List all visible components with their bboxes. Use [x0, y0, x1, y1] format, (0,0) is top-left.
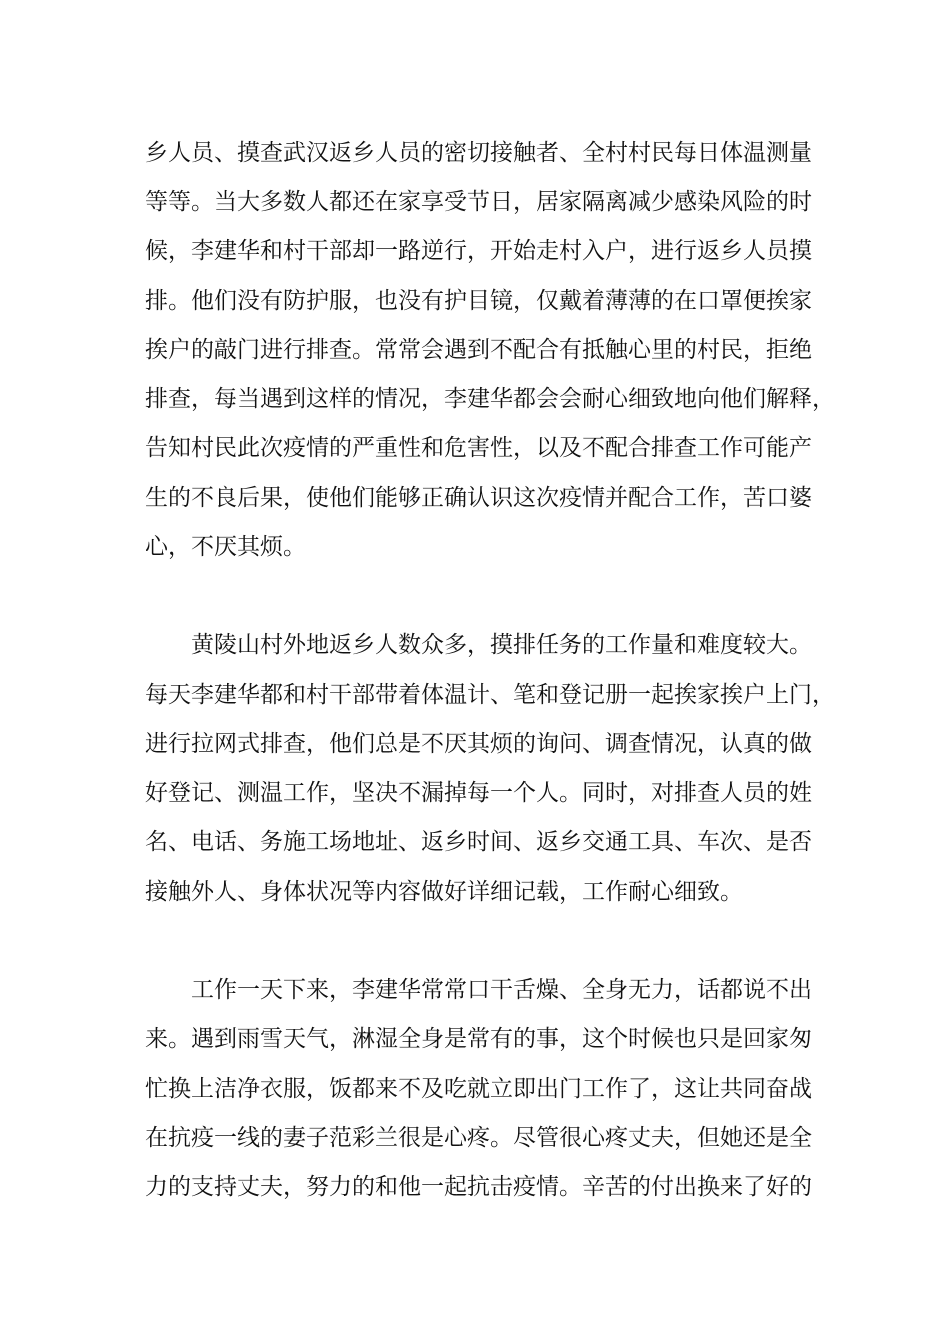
text-line: 生的不良后果，使他们能够正确认识这次疫情并配合工作，苦口婆	[145, 485, 812, 511]
text-line: 候，李建华和村干部却一路逆行，开始走村入户，进行返乡人员摸	[145, 238, 812, 264]
text-line: 来。遇到雨雪天气，淋湿全身是常有的事，这个时候也只是回家匆	[145, 1026, 812, 1052]
text-line: 忙换上洁净衣服，饭都来不及吃就立即出门工作了，这让共同奋战	[145, 1076, 812, 1102]
text-line: 进行拉网式排查，他们总是不厌其烦的询问、调查情况，认真的做	[145, 731, 812, 757]
text-line: 每天李建华都和村干部带着体温计、笔和登记册一起挨家挨户上门，	[145, 682, 835, 708]
text-line: 接触外人、身体状况等内容做好详细记载，工作耐心细致。	[145, 879, 743, 905]
text-line: 告知村民此次疫情的严重性和危害性，以及不配合排查工作可能产	[145, 435, 812, 461]
text-line: 名、电话、务施工场地址、返乡时间、返乡交通工具、车次、是否	[145, 829, 812, 855]
text-line: 挨户的敲门进行排查。常常会遇到不配合有抵触心里的村民，拒绝	[145, 337, 812, 363]
text-line: 黄陵山村外地返乡人数众多，摸排任务的工作量和难度较大。	[191, 632, 812, 658]
text-line: 排查，每当遇到这样的情况，李建华都会会耐心细致地向他们解释，	[145, 386, 835, 412]
text-line: 在抗疫一线的妻子范彩兰很是心疼。尽管很心疼丈夫，但她还是全	[145, 1125, 812, 1151]
text-line: 心，不厌其烦。	[145, 534, 306, 560]
text-line: 乡人员、摸查武汉返乡人员的密切接触者、全村村民每日体温测量	[145, 140, 812, 166]
text-line: 力的支持丈夫，努力的和他一起抗击疫情。辛苦的付出换来了好的	[145, 1174, 812, 1200]
text-line: 好登记、测温工作，坚决不漏掉每一个人。同时，对排查人员的姓	[145, 780, 812, 806]
text-line: 工作一天下来，李建华常常口干舌燥、全身无力，话都说不出	[191, 977, 812, 1003]
text-line: 排。他们没有防护服，也没有护目镜，仅戴着薄薄的在口罩便挨家	[145, 288, 812, 314]
text-line: 等等。当大多数人都还在家享受节日，居家隔离减少感染风险的时	[145, 189, 812, 215]
